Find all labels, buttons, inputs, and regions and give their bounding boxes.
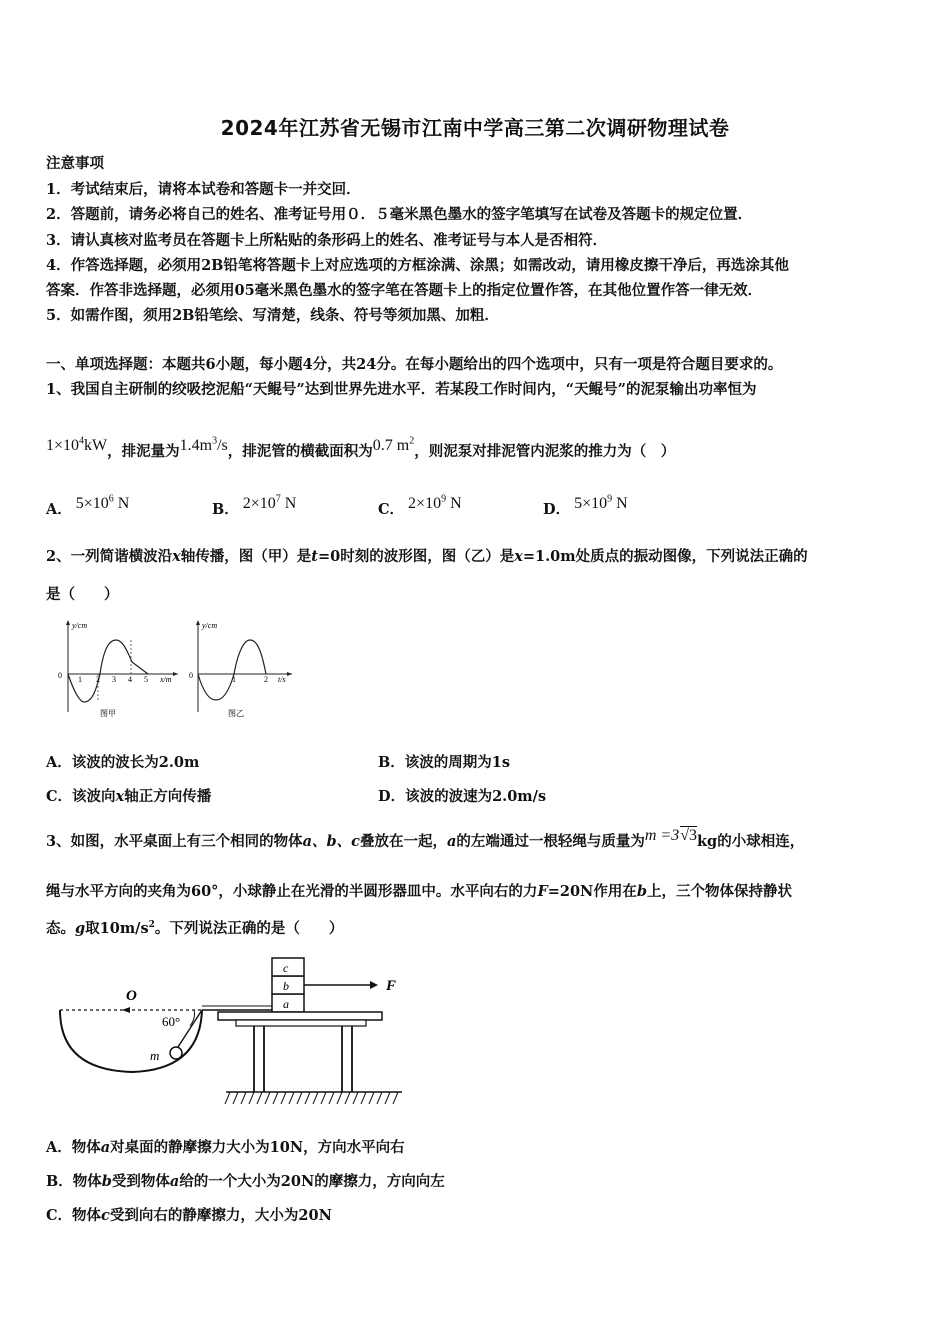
q1-option-b: B． $2\times 10^7$ N <box>212 493 297 518</box>
fig-a-origin: 0 <box>58 671 62 680</box>
q1-stem-line2: $1\times 10^4kW$，排泥量为$1.4m^3/s$，排泥管的横截面积为0.7 $m^2$，则泥泵对排泥管内泥浆的推力为（ ） <box>46 435 676 460</box>
fig-a-tick-2: 2 <box>96 675 100 684</box>
q2-stem-line1: 2、一列简谐横波沿x轴传播，图（甲）是t=0时刻的波形图，图（乙）是x=1.0m处质点的振动图像，下列说法正确的 <box>46 548 808 565</box>
q3-stem-line2: 绳与水平方向的夹角为60°，小球静止在光滑的半圆形器皿中。水平向右的力F=20N作用在b上，三个物体保持静状 <box>46 883 792 900</box>
q3-stem-line3: 态。g取$10m/s^2$。下列说法正确的是（ ） <box>46 920 344 937</box>
q3-option-b: B．物体b受到物体a给的一个大小为20N的摩擦力，方向向左 <box>46 1173 445 1190</box>
label-m: m <box>150 1048 160 1063</box>
notice-item-3: 3．请认真核对监考员在答题卡上所粘贴的条形码上的姓名、准考证号与本人是否相符． <box>46 232 608 249</box>
section-heading: 一、单项选择题：本题共6小题，每小题4分，共24分。在每小题给出的四个选项中，只有一项是符合题目要求的。 <box>46 356 783 373</box>
q2-option-a: A．该波的波长为2.0m <box>46 754 200 771</box>
fig-b-tick-2: 2 <box>264 675 268 684</box>
notice-item-4-cont: 答案．作答非选择题，必须用05毫米黑色墨水的签字笔在答题卡上的指定位置作答，在其他位置作答一律无效． <box>46 282 763 299</box>
q1-option-d: D． $5\times 10^9$ N <box>543 493 628 518</box>
label-angle: 60° <box>162 1014 181 1029</box>
page-title: 2024年江苏省无锡市江南中学高三第二次调研物理试卷 <box>220 116 730 140</box>
label-c: c <box>283 961 289 975</box>
label-F: F <box>386 978 397 994</box>
notice-heading: 注意事项 <box>46 155 104 172</box>
q3-figure <box>50 952 410 1112</box>
q1-option-a: A． $5\times 10^6$ N <box>46 493 130 518</box>
fig-a-tick-5: 5 <box>144 675 148 684</box>
q1-stem-line1: 1、我国自主研制的绞吸挖泥船“天鲲号”达到世界先进水平．若某段工作时间内，“天鲲号”的泥泵输出功率恒为 <box>46 381 757 398</box>
label-a: a <box>283 997 289 1011</box>
fig-a-tick-3: 3 <box>112 675 116 684</box>
fig-a-tick-1: 1 <box>78 675 82 684</box>
q3-option-c: C．物体c受到向右的静摩擦力，大小为20N <box>46 1207 332 1224</box>
fig-a-tick-4: 4 <box>128 675 132 684</box>
q3-mass: m =3√3 <box>644 827 698 844</box>
fig-a-caption: 图甲 <box>100 709 116 718</box>
label-O: O <box>126 988 137 1004</box>
fig-b-ylabel: y/cm <box>202 621 218 630</box>
fig-b-caption: 图乙 <box>228 709 244 718</box>
wave-figure-b <box>188 616 298 721</box>
q1-power: $1\times 10^4kW$ <box>46 435 108 454</box>
notice-item-4: 4．作答选择题，必须用2B铅笔将答题卡上对应选项的方框涂满、涂黑；如需改动，请用橡皮擦干净后，再选涂其他 <box>46 257 789 274</box>
fig-a-xlabel: x/m <box>160 675 172 684</box>
q1-option-c: C． $2\times 10^9$ N <box>378 493 462 518</box>
wave-figure-a <box>48 616 183 721</box>
q3-stem-line1: 3、如图，水平桌面上有三个相同的物体a、b、c叠放在一起，a的左端通过一根轻绳与质量为m =3√3kg的小球相连， <box>46 827 805 850</box>
q2-stem-line2: 是（ ） <box>46 586 119 603</box>
notice-item-1: 1．考试结束后，请将本试卷和答题卡一并交回． <box>46 181 361 198</box>
q1-flow: $1.4m^3/s$ <box>179 435 228 454</box>
fig-b-xlabel: t/s <box>278 675 286 684</box>
q2-option-d: D．该波的波速为2.0m/s <box>378 788 547 805</box>
q2-option-c: C．该波向x轴正方向传播 <box>46 788 212 805</box>
q3-option-a: A．物体a对桌面的静摩擦力大小为10N，方向水平向右 <box>46 1139 405 1156</box>
notice-item-2: 2．答题前，请务必将自己的姓名、准考证号用０．５毫米黑色墨水的签字笔填写在试卷及答题卡的规定位置． <box>46 206 753 223</box>
fig-b-tick-1: 1 <box>232 675 236 684</box>
notice-item-5: 5．如需作图，须用2B铅笔绘、写清楚，线条、符号等须加黑、加粗． <box>46 307 499 324</box>
fig-a-ylabel: y/cm <box>72 621 88 630</box>
q2-option-b: B．该波的周期为1s <box>378 754 511 771</box>
label-b: b <box>283 979 289 993</box>
q1-area: 0.7 $m^2$ <box>372 435 415 454</box>
fig-b-origin: 0 <box>189 671 193 680</box>
